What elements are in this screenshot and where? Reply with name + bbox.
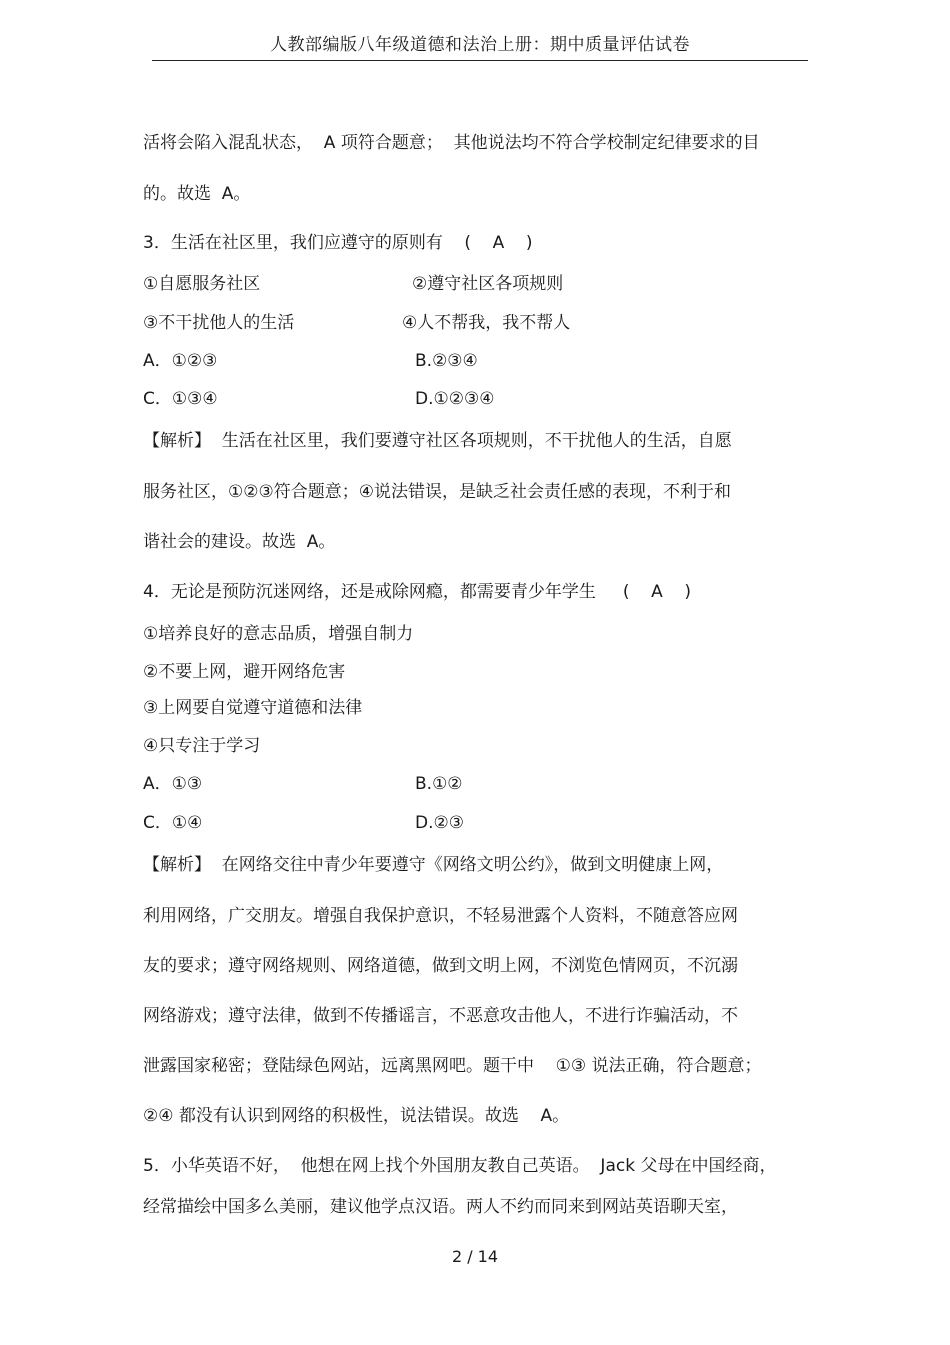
explanation-line: ②④ 都没有认识到网络的积极性，说法错误。故选 A。 xyxy=(143,1106,570,1126)
text-line: 经常描绘中国多么美丽，建议他学点汉语。两人不约而同来到网站英语聊天室， xyxy=(143,1197,738,1217)
option-c: C．①③④ xyxy=(143,389,218,409)
explanation-line: 友的要求；遵守网络规则、网络道德，做到文明上网，不浏览色情网页，不沉溺 xyxy=(143,956,738,976)
option-c: C．①④ xyxy=(143,813,203,833)
statement-3: ③上网要自觉遵守道德和法律 xyxy=(143,698,363,718)
statement-4: ④人不帮我，我不帮人 xyxy=(402,313,571,333)
explanation-line: 泄露国家秘密；登陆绿色网站，远离黑网吧。题干中 ①③ 说法正确，符合题意； xyxy=(143,1056,762,1076)
explanation-line: 【解析】 生活在社区里，我们要遵守社区各项规则，不干扰他人的生活，自愿 xyxy=(143,431,732,451)
statement-4: ④只专注于学习 xyxy=(143,736,261,756)
question-4: 4．无论是预防沉迷网络，还是戒除网瘾，都需要青少年学生 ( A ) xyxy=(143,582,691,602)
statement-2: ②不要上网，避开网络危害 xyxy=(143,662,346,682)
option-b: B.②③④ xyxy=(415,351,478,371)
explanation-line: 【解析】 在网络交往中青少年要遵守《网络文明公约》，做到文明健康上网， xyxy=(143,855,724,875)
option-b: B.①② xyxy=(415,774,463,794)
text-line: 活将会陷入混乱状态， A 项符合题意； 其他说法均不符合学校制定纪律要求的目 xyxy=(143,133,760,153)
explanation-line: 利用网络，广交朋友。增强自我保护意识，不轻易泄露个人资料，不随意答应网 xyxy=(143,906,738,926)
explanation-line: 谐社会的建设。故选 A。 xyxy=(143,532,336,552)
option-d: D.①②③④ xyxy=(415,389,495,409)
question-3: 3．生活在社区里，我们应遵守的原则有 ( A ) xyxy=(143,233,533,253)
text-line: 的。故选 A。 xyxy=(143,184,251,204)
page-header: 人教部编版八年级道德和法治上册：期中质量评估试卷 xyxy=(152,30,808,61)
page-number: 2 / 14 xyxy=(451,1247,499,1266)
statement-3: ③不干扰他人的生活 xyxy=(143,313,295,333)
statement-1: ①培养良好的意志品质，增强自制力 xyxy=(143,624,414,644)
question-5: 5．小华英语不好， 他想在网上找个外国朋友教自己英语。 Jack 父母在中国经商， xyxy=(143,1156,777,1176)
explanation-line: 网络游戏；遵守法律，做到不传播谣言，不恶意攻击他人，不进行诈骗活动，不 xyxy=(143,1006,738,1026)
option-a: A．①③ xyxy=(143,774,203,794)
explanation-line: 服务社区，①②③符合题意；④说法错误，是缺乏社会责任感的表现，不利于和 xyxy=(143,482,731,502)
statement-1: ①自愿服务社区 xyxy=(143,274,261,294)
option-a: A．①②③ xyxy=(143,351,218,371)
option-d: D.②③ xyxy=(415,813,464,833)
statement-2: ②遵守社区各项规则 xyxy=(412,274,564,294)
